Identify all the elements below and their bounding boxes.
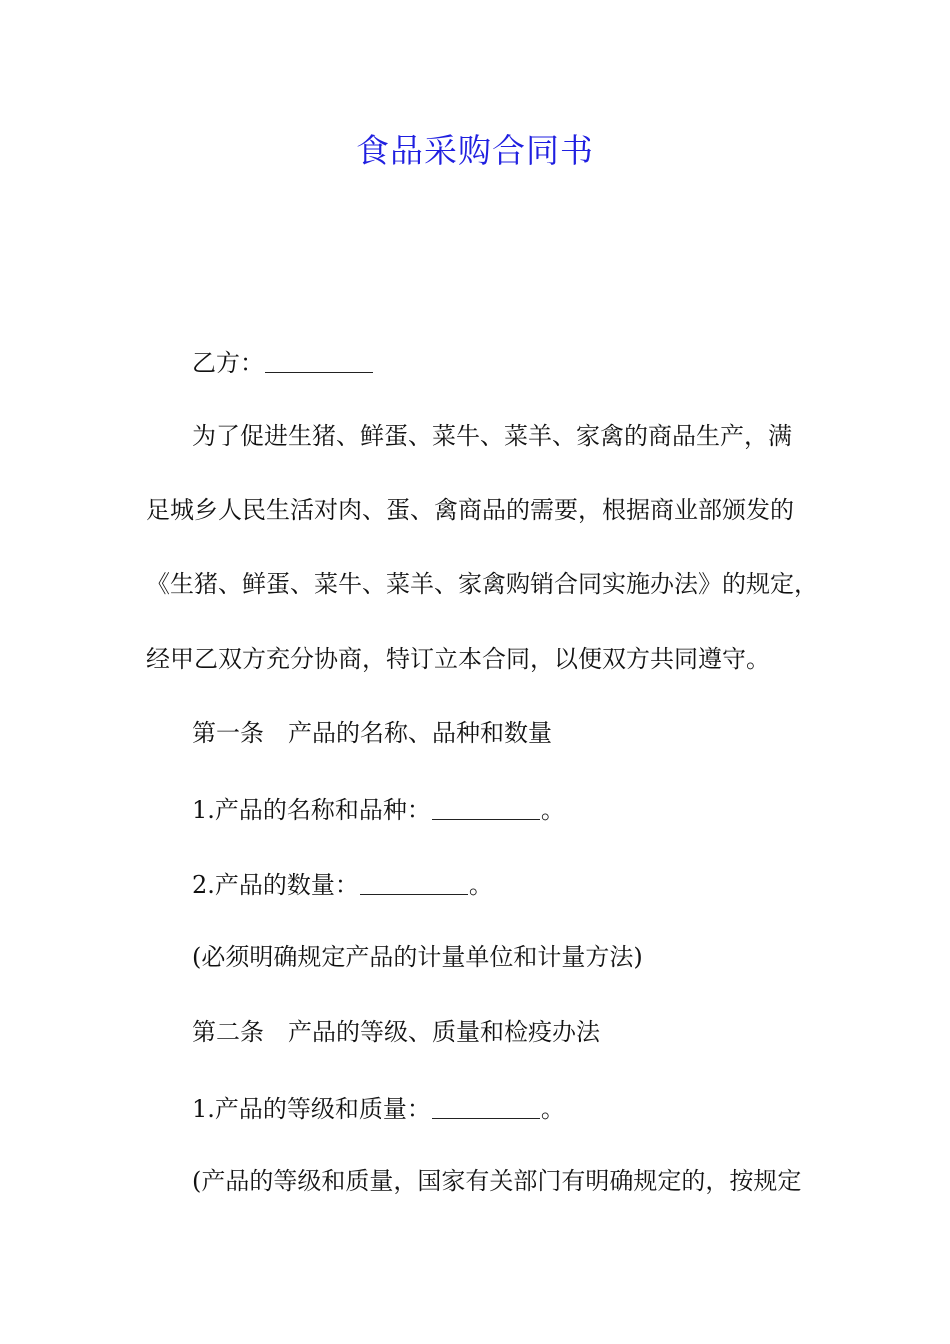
article-1-item-1-blank — [432, 791, 540, 820]
article-1-item-2 — [192, 866, 822, 902]
party-b-line — [192, 344, 822, 380]
article-1-item-1-label: 1.产品的名称和品种： — [192, 796, 431, 824]
article-1-item-2-label: 2.产品的数量： — [192, 871, 359, 899]
intro-line-2: 足城乡人民生活对肉、蛋、禽商品的需要，根据商业部颁发的 — [146, 496, 794, 524]
article-1-item-1-end: 。 — [540, 796, 565, 824]
article-1-item-2-end: 。 — [468, 871, 493, 899]
article-2-item-1-end: 。 — [540, 1095, 565, 1123]
article-2-item-1-label: 1.产品的等级和质量： — [192, 1095, 431, 1123]
article-1-item-1 — [192, 791, 822, 827]
party-b-blank — [265, 344, 373, 373]
article-2-item-1-blank — [432, 1090, 540, 1119]
article-2-note-line-1: (产品的等级和质量，国家有关部门有明确规定的，按规定 — [192, 1167, 802, 1195]
intro-line-4: 经甲乙双方充分协商，特订立本合同，以便双方共同遵守。 — [146, 645, 770, 673]
intro-line-1: 为了促进生猪、鲜蛋、菜牛、菜羊、家禽的商品生产，满 — [192, 422, 792, 450]
document-title: 食品采购合同书 — [356, 131, 594, 170]
intro-line-3: 《生猪、鲜蛋、菜牛、菜羊、家禽购销合同实施办法》的规定， — [146, 570, 818, 598]
article-1-note: (必须明确规定产品的计量单位和计量方法) — [192, 943, 643, 971]
article-1-item-2-blank — [360, 866, 468, 895]
party-b-label: 乙方： — [192, 349, 264, 377]
article-1-heading: 第一条 产品的名称、品种和数量 — [192, 719, 552, 747]
article-2-item-1 — [192, 1090, 822, 1126]
article-2-heading: 第二条 产品的等级、质量和检疫办法 — [192, 1018, 600, 1046]
